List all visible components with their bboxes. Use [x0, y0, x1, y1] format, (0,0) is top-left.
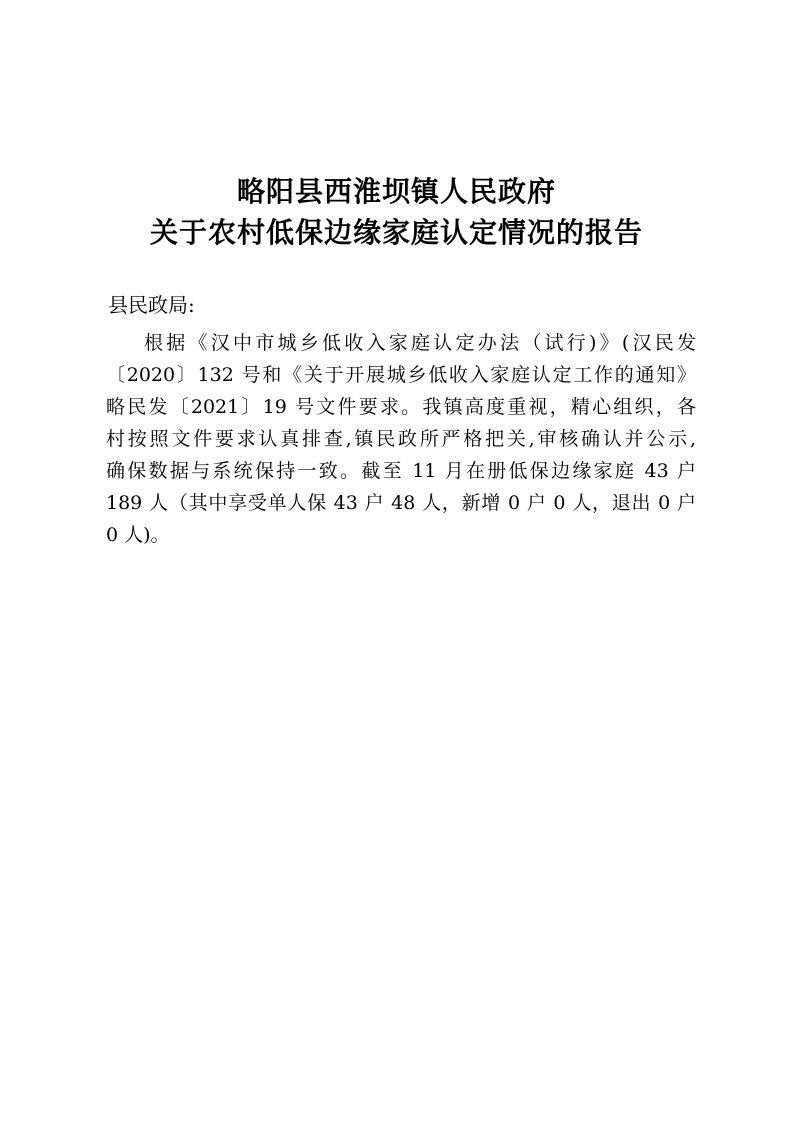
paragraph-line: 0 人)。: [106, 524, 170, 546]
paragraph-line: 村按照文件要求认真排查,镇民政所严格把关,审核确认并公示,: [106, 428, 696, 450]
paragraph-line: 确保数据与系统保持一致。截至 11 月在册低保边缘家庭 43 户: [106, 460, 696, 482]
report-paragraph: [106, 327, 696, 551]
salutation: 县民政局:: [108, 293, 195, 317]
paragraph-line: 〔2020〕132 号和《关于开展城乡低收入家庭认定工作的通知》: [106, 364, 696, 386]
paragraph-line: 根据《汉中市城乡低收入家庭认定办法（试行)》(汉民发: [144, 332, 696, 354]
document-title-line-1: 略阳县西淮坝镇人民政府: [236, 175, 556, 208]
document-title-line-2: 关于农村低保边缘家庭认定情况的报告: [149, 216, 643, 249]
paragraph-line: 略民发〔2021〕19 号文件要求。我镇高度重视，精心组织，各: [106, 396, 696, 418]
paragraph-line: 189 人（其中享受单人保 43 户 48 人，新增 0 户 0 人，退出 0 户: [106, 492, 696, 514]
